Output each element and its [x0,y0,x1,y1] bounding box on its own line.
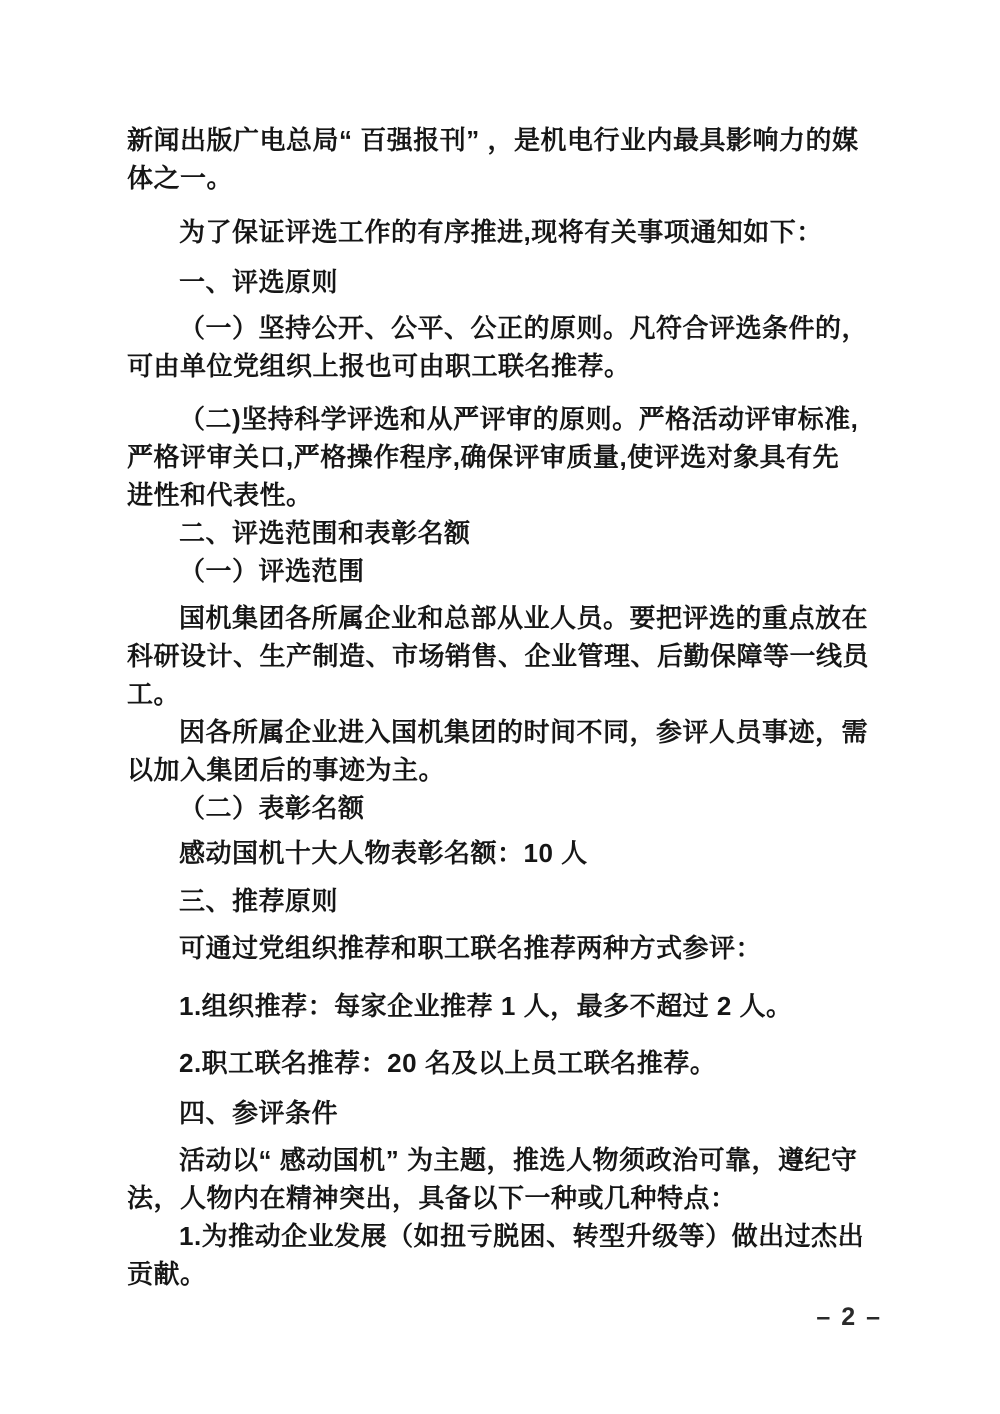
heading-line: 四、参评条件 [179,1098,339,1128]
subheading-line: （一）评选范围 [179,556,365,586]
text-line: 2.职工联名推荐：20 名及以上员工联名推荐。 [179,1048,717,1078]
heading-line: 一、评选原则 [179,267,339,297]
document-body [127,121,882,1336]
heading-line: 二、评选范围和表彰名额 [179,518,471,548]
text-line: 可由单位党组织上报也可由职工联名推荐。 [127,351,631,381]
text-line: 1.组织推荐：每家企业推荐 1 人，最多不超过 2 人。 [179,991,793,1021]
text-line: 体之一。 [127,163,234,193]
text-line: 感动国机十大人物表彰名额：10 人 [179,838,588,868]
heading-line: 三、推荐原则 [179,886,339,916]
text-line: 1.为推动企业发展（如扭亏脱困、转型升级等）做出过杰出 [179,1221,865,1251]
subheading-line: （二）表彰名额 [179,793,365,823]
text-line: 国机集团各所属企业和总部从业人员。要把评选的重点放在 [179,603,869,633]
text-line: （二)坚持科学评选和从严评审的原则。严格活动评审标准, [179,404,859,434]
text-line: 法，人物内在精神突出，具备以下一种或几种特点： [127,1183,737,1213]
text-line: 贡献。 [127,1259,207,1289]
text-line: 工。 [127,679,181,709]
page-number: – 2 – [816,1303,882,1331]
text-line: 可通过党组织推荐和职工联名推荐两种方式参评： [179,933,763,963]
text-line: （一）坚持公开、公平、公正的原则。凡符合评选条件的， [179,313,869,343]
text-line: 为了保证评选工作的有序推进,现将有关事项通知如下： [179,217,823,247]
text-line: 新闻出版广电总局“ 百强报刊” ，是机电行业内最具影响力的媒 [127,125,859,155]
text-line: 因各所属企业进入国机集团的时间不同，参评人员事迹，需 [179,717,869,747]
text-line: 以加入集团后的事迹为主。 [127,755,446,785]
text-line: 活动以“ 感动国机” 为主题，推选人物须政治可靠，遵纪守 [179,1145,858,1175]
text-line: 进性和代表性。 [127,480,313,510]
text-line: 严格评审关口,严格操作程序,确保评审质量,使评选对象具有先 [127,442,840,472]
text-line: 科研设计、生产制造、市场销售、企业管理、后勤保障等一线员 [127,641,870,671]
